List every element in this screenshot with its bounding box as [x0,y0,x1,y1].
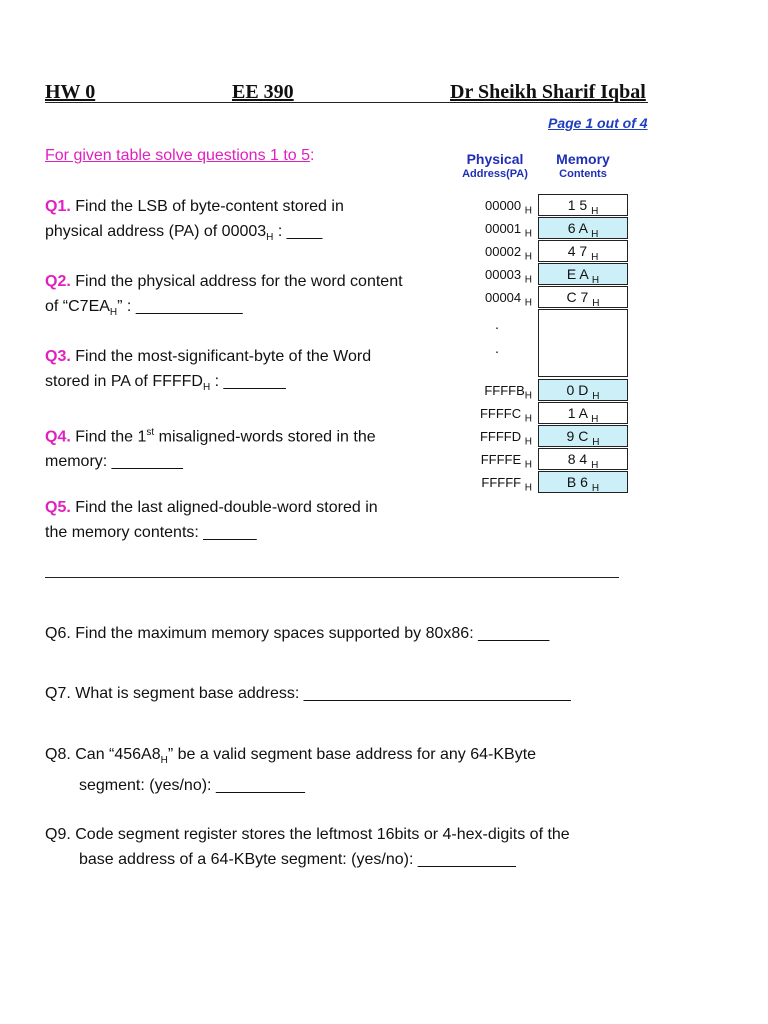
pa-address: FFFFF [481,475,522,490]
pa-row [470,263,532,286]
question-9 [45,822,685,872]
question-7: Q7. What is segment base address: ______________________________ [45,685,571,702]
memory-cell [538,240,628,262]
intro-text: For given table solve questions 1 to 5 [45,147,311,164]
pa-address: 00001 [484,221,522,236]
q8-line1: Q8. Can “456A8 [45,746,161,763]
q3-tag: Q3. [45,348,71,365]
pa-address: 00004 [484,290,522,305]
q4-tag: Q4. [45,428,71,446]
memory-suffix: H [591,459,599,471]
memory-cells-bottom [538,379,628,494]
memory-suffix: H [592,390,600,402]
pa-row [470,471,532,494]
memory-value: 0 D [566,382,589,398]
pa-row [470,402,532,425]
q3-blank: : _______ [210,373,286,390]
pa-suffix: H [524,274,532,286]
pa-suffix: H [524,251,532,263]
pa-row [470,286,532,309]
pa-column-title: Physical [466,151,524,167]
memory-column-subtitle: Contents [559,168,607,180]
pa-list-bottom [470,379,532,494]
memory-value: 8 4 [567,451,588,467]
q1-blank: : ____ [273,223,323,240]
pa-address: FFFFD [479,429,522,444]
pa-suffix: H [524,205,532,217]
pa-address: FFFFE [480,452,522,467]
header-underline [45,102,648,103]
question-3 [45,344,445,400]
pa-row [470,425,532,448]
q2-blank: ” : ____________ [117,298,243,315]
memory-suffix: H [591,482,600,494]
memory-suffix: H [591,413,599,425]
q3-line2: stored in PA of FFFFD [45,373,203,390]
intro-instruction [45,143,315,168]
memory-cell [538,217,628,239]
memory-cell [538,425,628,447]
ellipsis-dot: . [495,316,499,332]
memory-value: 1 A [567,405,588,421]
memory-value: 4 7 [567,243,588,259]
q1-line2: physical address (PA) of 00003 [45,223,267,240]
q4-line1: Find the 1 [75,428,147,446]
pa-suffix: H [524,459,532,471]
q9-line1: Q9. Code segment register stores the leftmost 16bits or 4-hex-digits of the [45,826,570,843]
q4-line2: memory: ________ [45,453,183,471]
question-8 [45,742,685,798]
pa-column-subtitle: Address(PA) [462,168,528,180]
memory-gap-box [538,309,628,377]
q1-subscript: H [266,232,274,244]
memory-cell [538,448,628,470]
question-1 [45,194,445,250]
pa-address: 00000 [484,198,522,213]
q3-subscript: H [202,382,211,394]
q8-subscript: H [160,755,168,767]
pa-address: 00002 [484,244,522,259]
pa-row [470,217,532,240]
instructor-name: Dr Sheikh Sharif Iqbal [450,81,646,103]
question-2 [45,269,445,325]
q5-tag: Q5. [45,499,71,516]
q1-line1: Find the LSB of byte-content stored in [75,198,344,215]
q2-tag: Q2. [45,273,71,290]
memory-value: C 7 [566,289,589,305]
pa-row [470,194,532,217]
memory-suffix: H [592,436,600,448]
pa-address: FFFFC [479,406,522,421]
question-6: Q6. Find the maximum memory spaces supported by 80x86: ________ [45,625,550,642]
memory-suffix: H [591,251,599,263]
pa-row [470,448,532,471]
memory-suffix: H [592,297,600,309]
question-4 [45,420,445,474]
memory-suffix: H [591,228,599,240]
intro-colon: : [310,147,315,164]
pa-row [470,379,532,402]
memory-cell [538,379,628,401]
q4-superscript: st [146,427,155,438]
q8-line1-rest: ” be a valid segment base address for any 64-KByte [167,746,537,763]
q3-line1: Find the most-significant-byte of the Word [75,348,372,365]
memory-cell [538,402,628,424]
memory-value: 9 C [566,428,589,444]
pa-suffix: H [524,228,532,240]
memory-value: 6 A [567,220,588,236]
memory-cells-top [538,194,628,309]
q5-line1: Find the last aligned-double-word stored in [75,499,378,516]
pa-suffix: H [524,436,532,448]
pa-list-top [470,194,532,309]
q2-line2: of “C7EA [45,298,110,315]
pa-address: 00003 [484,267,522,282]
q8-line2: segment: (yes/no): __________ [79,777,305,795]
memory-cell [538,194,628,216]
pa-suffix: H [524,297,532,309]
pa-suffix: H [524,482,532,494]
memory-value: 1 5 [567,197,588,213]
memory-cell [538,286,628,308]
memory-suffix: H [591,205,599,217]
memory-cell [538,471,628,493]
homework-label: HW 0 [45,81,96,103]
pa-suffix: H [524,413,532,425]
q4-line1-rest: misaligned-words stored in the [154,428,376,446]
section-divider [45,577,619,578]
course-code: EE 390 [232,81,294,103]
memory-value: B 6 [566,474,588,490]
memory-suffix: H [591,274,600,286]
q1-tag: Q1. [45,198,71,215]
ellipsis-dot: . [495,340,499,356]
pa-row [470,240,532,263]
q5-line2: the memory contents: ______ [45,524,257,541]
memory-value: E A [566,266,588,282]
pa-suffix: H [524,390,532,402]
page-indicator: Page 1 out of 4 [548,115,648,131]
pa-address: FFFFB [484,383,525,398]
question-5 [45,495,445,545]
memory-column-title: Memory [556,151,610,167]
q2-subscript: H [109,307,118,319]
q9-line2: base address of a 64-KByte segment: (yes/no): ___________ [79,851,516,868]
q2-line1: Find the physical address for the word content [75,273,403,290]
memory-cell [538,263,628,285]
